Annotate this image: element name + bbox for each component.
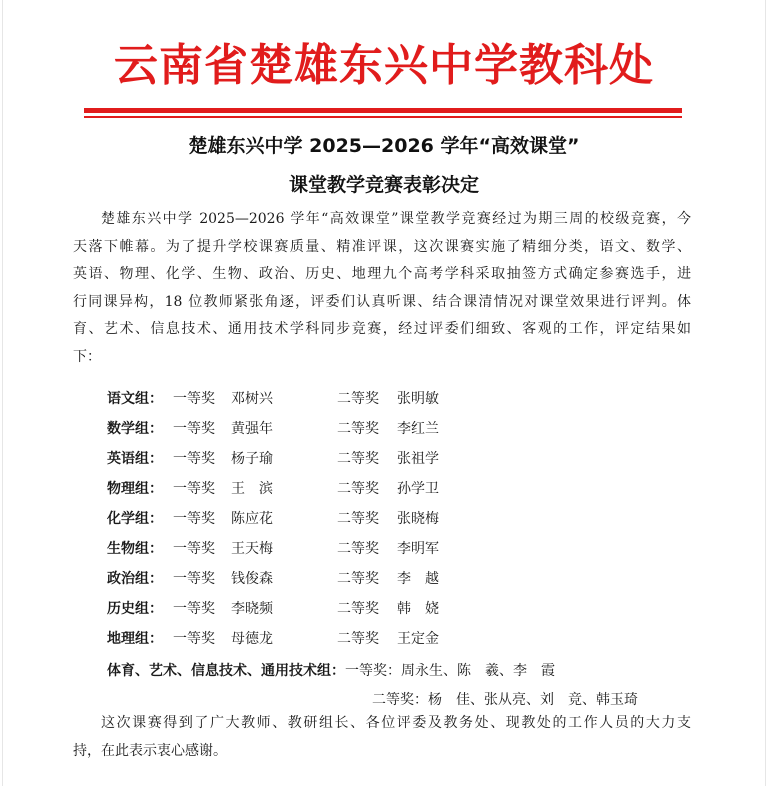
award-group: 语文组： [107,391,163,407]
award-group: 物理组： [107,481,163,497]
intro-line: 天落下帷幕。为了提升学校课赛质量、精准评课，这次课赛实施了精细分类，语文、数学、 [73,238,691,255]
first-prize-label: 一等奖 [173,481,215,497]
award-group: 英语组： [107,451,163,467]
award-group: 历史组： [107,601,163,617]
award-group: 地理组： [107,631,163,647]
closing-paragraph [73,710,691,765]
first-prize-label: 一等奖 [173,601,215,617]
second-prize-winner: 张祖学 [397,451,439,467]
second-prize-winner: 王定金 [397,631,439,647]
first-prize-label: 一等奖 [173,571,215,587]
intro-line: 育、艺术、信息技术、通用技术学科同步竞赛，经过评委们细致、客观的工作，评定结果如 [73,321,691,338]
award-row-politics [107,564,439,594]
award-group: 数学组： [107,421,163,437]
red-rule-thick [84,108,682,113]
first-prize-winner: 邓树兴 [231,391,273,407]
intro-paragraph [73,206,691,372]
first-prize-label: 一等奖 [173,511,215,527]
first-prize-winner: 杨子瑜 [231,451,273,467]
intro-line: 英语、物理、化学、生物、政治、历史、地理九个高考学科采取抽签方式确定参赛选手，进 [73,266,691,283]
first-prize-winner: 陈应花 [231,511,273,527]
first-prize-winner: 李晓频 [231,601,273,617]
intro-line: 行同课异构，18 位教师紧张角逐，评委们认真听课、结合课清情况对课堂效果进行评判。体 [73,293,691,310]
second-prize-label: 二等奖 [337,631,379,647]
second-prize-label: 二等奖 [337,601,379,617]
second-prize-winner: 李红兰 [397,421,439,437]
award-group: 生物组： [107,541,163,557]
award-row-chinese [107,384,439,414]
award-row-pe-arts-it [107,656,555,686]
first-prize-label: 一等奖 [173,391,215,407]
intro-line: 楚雄东兴中学 2025—2026 学年“高效课堂”课堂教学竞赛经过为期三周的校级竞赛，今 [101,211,691,227]
second-prize-label: 二等奖 [337,451,379,467]
first-prize-winner: 王 滨 [231,481,273,497]
red-rule-thin [84,116,682,118]
second-prize-winner: 张晓梅 [397,511,439,527]
first-prize-winner: 母德龙 [231,631,273,647]
second-prize-label: 二等奖 [337,541,379,557]
second-prize-winner: 孙学卫 [397,481,439,497]
intro-line: 下： [73,348,101,365]
closing-line: 这次课赛得到了广大教师、教研组长、各位评委及教务处、现教处的工作人员的大力支 [101,715,691,731]
second-prize-label: 二等奖 [337,391,379,407]
award-row-math [107,414,439,444]
second-prize-winner: 韩 娆 [397,601,439,617]
award-row-english [107,444,439,474]
award-row-geography [107,624,439,654]
second-prize-winner: 张明敏 [397,391,439,407]
second-prize-label: 二等奖 [337,511,379,527]
first-prize-label: 一等奖 [173,421,215,437]
first-prize-label: 一等奖 [173,541,215,557]
award-group: 化学组： [107,511,163,527]
document-title-line-1: 楚雄东兴中学 2025—2026 学年“高效课堂” [188,135,580,157]
second-prize-label: 二等奖 [337,481,379,497]
document-title-line-2: 课堂教学竞赛表彰决定 [288,174,479,196]
first-prize-winners: 一等奖：周永生、陈 羲、李 霞 [345,663,555,679]
first-prize-label: 一等奖 [173,631,215,647]
page-edge-right [765,0,766,786]
second-prize-winners: 二等奖：杨 佳、张从亮、刘 竞、韩玉琦 [372,692,638,708]
first-prize-winner: 钱俊森 [231,571,273,587]
second-prize-label: 二等奖 [337,571,379,587]
award-group: 体育、艺术、信息技术、通用技术组： [107,663,345,679]
second-prize-label: 二等奖 [337,421,379,437]
award-row-biology [107,534,439,564]
award-row-chemistry [107,504,439,534]
award-row-history [107,594,439,624]
page-edge-left [2,0,3,786]
award-row-physics [107,474,439,504]
first-prize-label: 一等奖 [173,451,215,467]
org-masthead: 云南省楚雄东兴中学教科处 [114,40,654,91]
closing-line: 持，在此表示衷心感谢。 [73,742,227,759]
second-prize-winner: 李 越 [397,571,439,587]
first-prize-winner: 黄强年 [231,421,273,437]
award-group: 政治组： [107,571,163,587]
first-prize-winner: 王天梅 [231,541,273,557]
second-prize-winner: 李明军 [397,541,439,557]
